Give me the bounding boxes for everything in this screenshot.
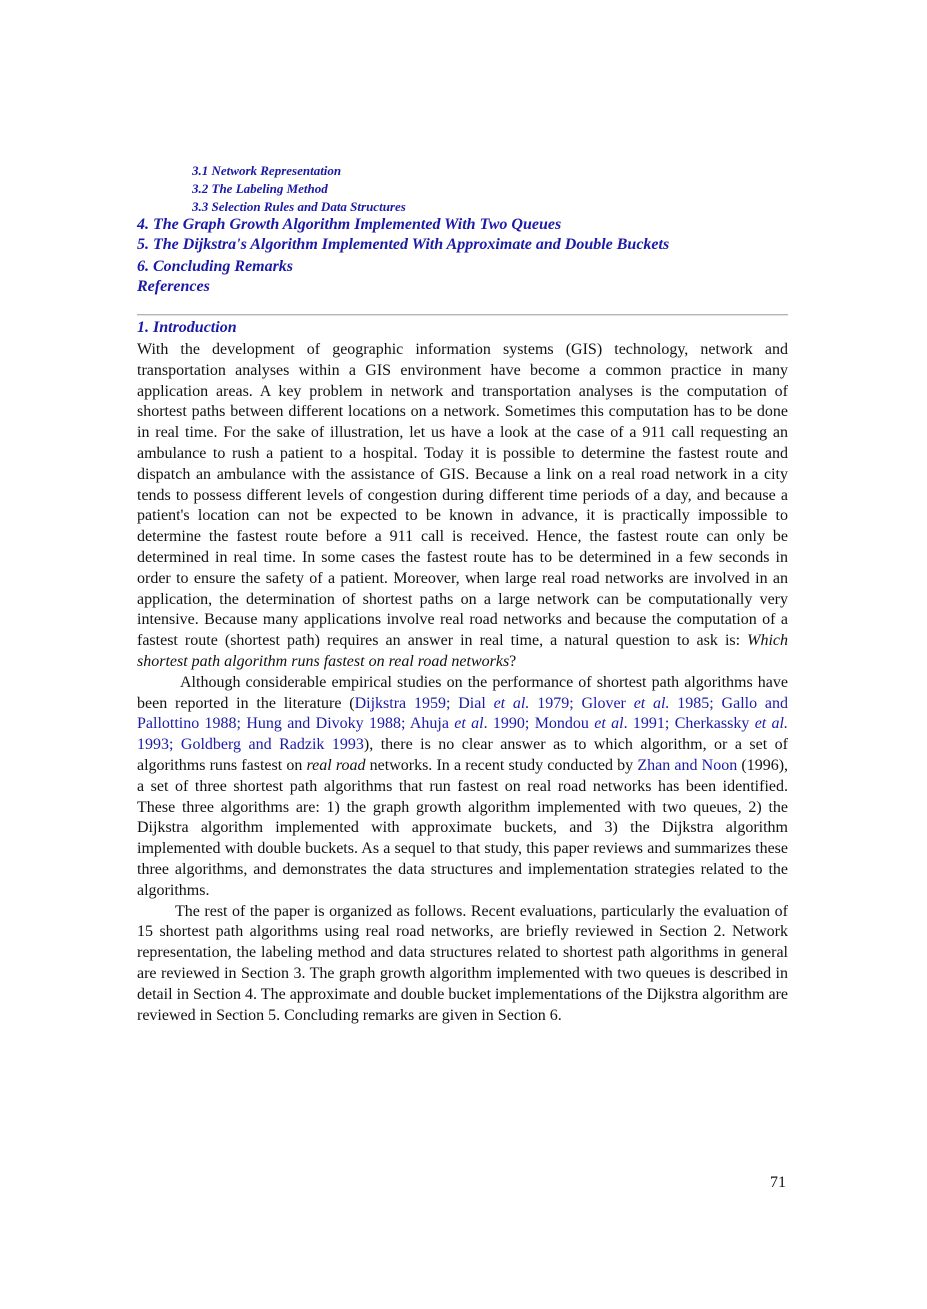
citation-etal: et al — [454, 715, 484, 733]
toc-link-3-3[interactable]: 3.3 Selection Rules and Data Structures — [192, 199, 406, 214]
citation-etal: et al. — [493, 694, 530, 712]
toc-link-6[interactable]: 6. Concluding Remarks — [137, 258, 294, 275]
citation-part: Dijkstra 1959; Dial — [354, 694, 494, 712]
toc-link-3-1[interactable]: 3.1 Network Representation — [192, 163, 342, 178]
citation-etal: et al — [594, 715, 624, 733]
page-number: 71 — [770, 1174, 786, 1191]
citation-part: 1985; Gallo and Pallottino 1988; Hung and Divoky 1988; Ahuja — [137, 694, 789, 733]
toc-link-references[interactable]: References — [137, 278, 210, 295]
emphasis-real-road: real road — [306, 756, 366, 774]
paragraph-3: The rest of the paper is organized as follows. Recent evaluations, particularly the evaluation of 15 shortest path algorithms using real road networks, are briefly reviewed in Section 2. Network representation, the labeling method and data structures related to shortest path algorithms in general are reviewed in Section 3. The graph growth algorithm implemented with two queues is described in detail in Section 4. The approximate and double bucket implementations of the Dijkstra algorithm are reviewed in Section 5. Concluding remarks are given in Section 6. — [137, 902, 788, 1024]
section-body — [137, 340, 788, 1026]
citation-part: . 1991; Cherkassky — [623, 715, 755, 733]
toc-link-4[interactable]: 4. The Graph Growth Algorithm Implemented With Two Queues — [137, 216, 562, 233]
citation-part: . 1990; Mondou — [483, 715, 595, 733]
citation-part: 1993; Goldberg and Radzik 1993 — [137, 736, 364, 754]
paragraph-2-text-a: Although considerable empirical studies on the performance of shortest path algorithms have been reported in the literature ( — [137, 673, 788, 712]
question-mark: ? — [509, 652, 517, 670]
citation-etal: et al. — [633, 694, 670, 712]
research-question: Which shortest path algorithm runs fastest on real road networks — [137, 632, 788, 670]
citation-etal: et al. — [754, 715, 789, 733]
paragraph-1-text: With the development of geographic information systems (GIS) technology, network and transportation analyses within a GIS environment have become a common practice in many application areas. A key problem in network and transportation analyses is the computation of shortest paths between different locations on a network. Sometimes this computation has to be done in real time. For the sake of illustration, let us have a look at the case of a 911 call requesting an ambulance to rush a patient to a hospital. Today it is possible to determine the fastest route and dispatch an ambulance with the assistance of GIS. Because a link on a real road network in a city tends to possess different levels of congestion during different time periods of a day, and because a patient's location can not be expected to be known in advance, it is practically impossible to determine the fastest route before a 911 call is received. Hence, the fastest route can only be determined in real time. In some cases the fastest route has to be determined in a few seconds in order to ensure the safety of a patient. Moreover, when large real road networks are involved in an application, the determination of shortest paths on a large network can be computationally very intensive. Because many applications involve real road networks and because the computation of a fastest route (shortest path) requires an answer in real time, a natural question to ask is: — [137, 341, 788, 650]
toc-link-3-2[interactable]: 3.2 The Labeling Method — [192, 181, 328, 196]
toc-link-5[interactable]: 5. The Dijkstra's Algorithm Implemented With Approximate and Double Buckets — [137, 236, 670, 253]
paragraph-2-text-b: ), there is no clear answer as to which algorithm, or a set of algorithms runs fastest on — [137, 736, 788, 774]
section-heading: 1. Introduction — [137, 319, 237, 336]
paragraph-1 — [137, 340, 788, 673]
paragraph-2-text-c: networks. In a recent study conducted by — [365, 756, 638, 774]
citation-link-zhan-noon[interactable]: Zhan and Noon — [637, 756, 738, 774]
paragraph-2-text-d: (1996), a set of three shortest path algorithms that run fastest on real road networks has been identified. These three algorithms are: 1) the graph growth algorithm implemented with two queues, 2) the Dijkstra algorithm implemented with approximate buckets, and 3) the Dijkstra algorithm implemented with double buckets. As a sequel to that study, this paper reviews and summarizes these three algorithms, and demonstrates the data structures and implementation strategies related to the algorithms. — [137, 756, 789, 899]
paragraph-2 — [137, 673, 788, 902]
citation-part: 1979; Glover — [529, 694, 634, 712]
section-divider — [137, 314, 788, 316]
